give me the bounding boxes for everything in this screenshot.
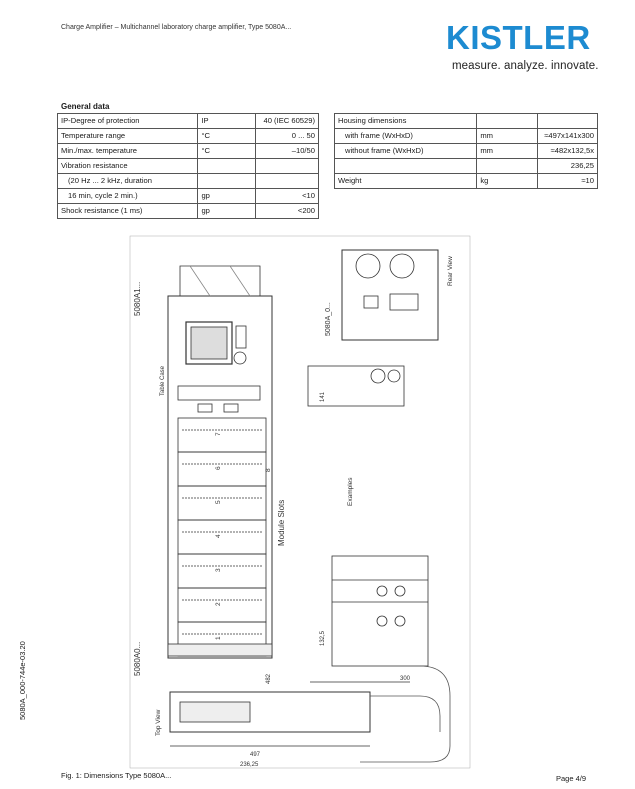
label-cell: without frame (WxHxD) [335,144,477,159]
label-cell: Housing dimensions [335,114,477,129]
kistler-wordmark: KISTLER [446,20,591,54]
dim-label-497: 497 [250,752,261,758]
value-cell: <10 [256,189,319,204]
top-view-label: Top View [155,709,162,736]
label-cell: Shock resistance (1 ms) [58,204,198,219]
table-row [58,144,319,159]
unit-cell [477,159,538,174]
table-row [58,174,319,189]
dimension-drawing [120,226,484,774]
unit-cell [198,174,256,189]
slot-5-label: 5 [215,500,222,504]
unit-cell: gp [198,189,256,204]
table-row [58,204,319,219]
dim-label-482: 482 [266,673,272,684]
unit-cell [198,159,256,174]
slot-4-label: 4 [215,534,222,538]
document-header-title: Charge Amplifier – Multichannel laboratory charge amplifier, Type 5080A... [61,24,292,31]
dim-label-141: 141 [320,391,326,402]
label-cell: with frame (WxHxD) [335,129,477,144]
module-slots-label: Module Slots [277,499,286,546]
general-data-title: General data [61,102,110,111]
table-row [335,144,598,159]
unit-cell: °C [198,129,256,144]
slot-3-label: 3 [215,568,222,572]
value-cell: ≈497x141x300 [538,129,598,144]
document-code: 5080A_000-744e-03.20 [18,641,27,720]
value-cell: <200 [256,204,319,219]
slot-7-label: 7 [215,432,222,436]
label-cell: (20 Hz ... 2 kHz, duration [58,174,198,189]
unit-cell: °C [198,144,256,159]
unit-cell: gp [198,204,256,219]
value-cell: 236,25 [538,159,598,174]
label-cell: Temperature range [58,129,198,144]
table-row [58,114,319,129]
table-row [58,189,319,204]
label-cell: Weight [335,174,477,189]
dim-label-236: 236,25 [240,762,259,768]
value-cell: ≈482x132,5x [538,144,598,159]
value-cell [256,159,319,174]
value-cell [256,174,319,189]
value-cell [538,114,598,129]
value-cell: 0 ... 50 [256,129,319,144]
label-cell [335,159,477,174]
label-cell: Min./max. temperature [58,144,198,159]
examples-label: Examples [347,477,354,506]
unit-cell: IP [198,114,256,129]
table-row [58,129,319,144]
label-cell: Vibration resistance [58,159,198,174]
label-cell: IP-Degree of protection [58,114,198,129]
housing-data-table [334,113,598,189]
table-row [335,159,598,174]
model-top-label: 5080A1... [133,281,142,316]
table-row [58,159,319,174]
figure-caption: Fig. 1: Dimensions Type 5080A... [61,771,172,780]
unit-cell: mm [477,129,538,144]
label-cell: 16 min, cycle 2 min.) [58,189,198,204]
unit-cell: mm [477,144,538,159]
table-case-label: Table Case [160,365,166,396]
table-row [335,114,598,129]
unit-cell: kg [477,174,538,189]
value-cell: –10/50 [256,144,319,159]
table-row [335,174,598,189]
brand-tagline: measure. analyze. innovate. [452,60,599,72]
dim-label-300: 300 [400,676,411,682]
slot-2-label: 2 [215,602,222,606]
value-cell: ≈10 [538,174,598,189]
slot-8-label: 8 [265,468,272,472]
slot-6-label: 6 [215,466,222,470]
table-row [335,129,598,144]
slot-1-label: 1 [215,636,222,640]
value-cell: 40 (IEC 60529) [256,114,319,129]
kistler-logo [446,20,596,54]
model-bottom-label: 5080A0... [133,641,142,676]
rear-view-label: Rear View [447,256,454,286]
unit-cell [477,114,538,129]
general-data-table [57,113,319,219]
model-side-label: 5080A_0... [325,302,332,336]
page-number: Page 4/9 [556,774,587,783]
dim-label-132: 132,5 [320,630,326,646]
